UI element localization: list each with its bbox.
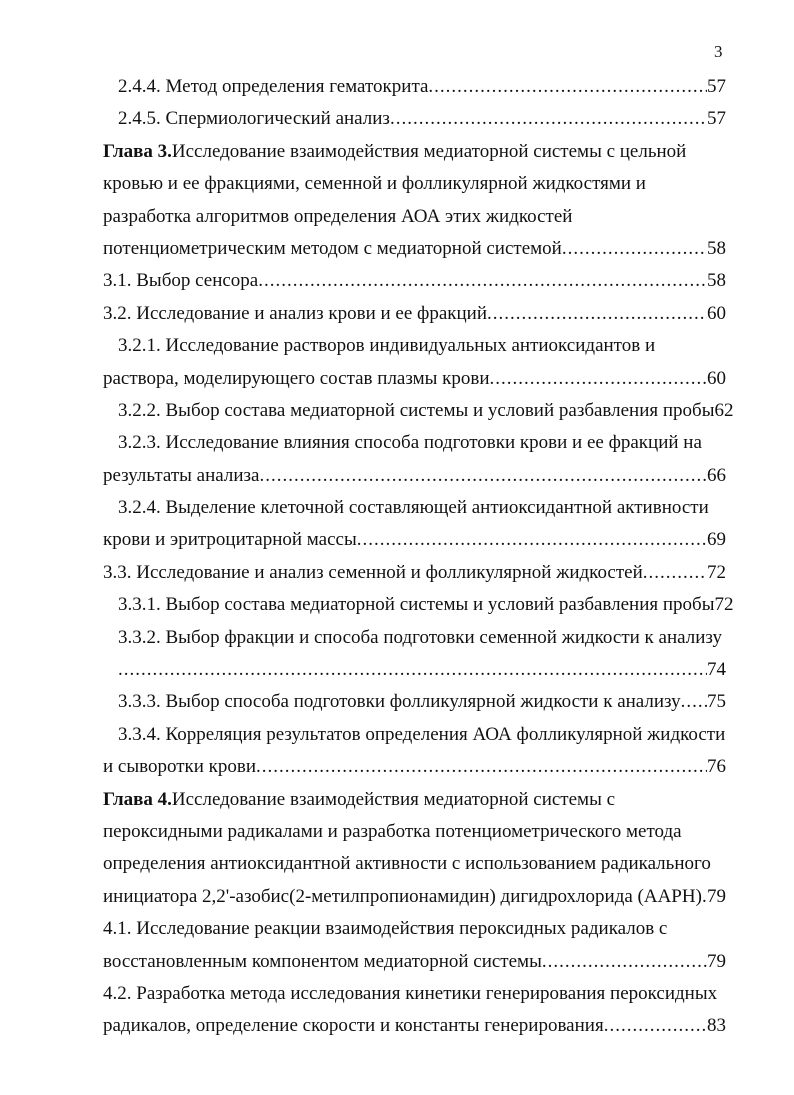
toc-entry-line[interactable]: [0, 395, 734, 427]
toc-entry-line[interactable]: [0, 719, 726, 751]
toc-page-number: 72: [707, 561, 726, 583]
toc-page-number: 83: [707, 1015, 726, 1037]
leader-dots: [390, 103, 707, 135]
toc-entry-title: радикалов, определение скорости и константы генерирования: [103, 1015, 604, 1037]
leader-dots: [681, 686, 707, 718]
toc-entry-line[interactable]: [0, 1010, 726, 1042]
toc-entry-line[interactable]: [0, 201, 726, 233]
toc-entry-title: определения антиоксидантной активности с использованием радикального: [103, 853, 711, 875]
toc-page-number: 58: [707, 237, 726, 259]
toc-entry-title: 4.1. Исследование реакции взаимодействия пероксидных радикалов с: [103, 918, 668, 940]
toc-entry-line[interactable]: [0, 168, 726, 200]
table-of-contents: [0, 71, 794, 1043]
leader-dots: [258, 265, 707, 297]
toc-page-number: 69: [707, 529, 726, 551]
leader-dots: [357, 524, 707, 556]
toc-entry-line[interactable]: [0, 524, 726, 556]
toc-page-number: 60: [707, 367, 726, 389]
toc-entry-line[interactable]: [0, 136, 726, 168]
toc-entry-line[interactable]: [0, 71, 726, 103]
toc-entry-line[interactable]: [0, 265, 726, 297]
toc-entry-line[interactable]: [0, 816, 726, 848]
toc-entry-title: 3.2. Исследование и анализ крови и ее фракций: [103, 302, 487, 324]
toc-entry-line[interactable]: [0, 233, 726, 265]
toc-entry-line[interactable]: [0, 654, 726, 686]
toc-page-number: 58: [707, 270, 726, 292]
toc-entry-line[interactable]: [0, 363, 726, 395]
page-number: 3: [714, 42, 723, 61]
toc-page-number: 72: [714, 594, 734, 616]
toc-entry-title: раствора, моделирующего состав плазмы крови: [103, 367, 490, 389]
toc-entry-line[interactable]: [0, 103, 726, 135]
toc-entry-line[interactable]: [0, 492, 726, 524]
toc-page-number: 76: [707, 756, 726, 778]
toc-entry-line[interactable]: [0, 298, 726, 330]
chapter-label: Глава 3.: [103, 140, 172, 162]
toc-page-number: 75: [707, 691, 726, 713]
toc-entry-line[interactable]: [0, 589, 734, 621]
toc-entry-title: разработка алгоритмов определения АОА этих жидкостей: [103, 205, 573, 227]
toc-entry-title: 3.3.1. Выбор состава медиаторной системы и условий разбавления пробы: [118, 594, 715, 616]
toc-entry-title: крови и эритроцитарной массы: [103, 529, 357, 551]
leader-dots: [643, 557, 707, 589]
toc-entry-line[interactable]: [0, 978, 726, 1010]
toc-entry-title: 3.3.4. Корреляция результатов определения АОА фолликулярной жидкости: [118, 723, 726, 745]
toc-entry-title: 4.2. Разработка метода исследования кинетики генерирования пероксидных: [103, 982, 718, 1004]
toc-entry-title: и сыворотки крови: [103, 756, 257, 778]
toc-entry-title: 3.2.1. Исследование растворов индивидуальных антиоксидантов и: [118, 335, 656, 357]
toc-page-number: 66: [707, 464, 726, 486]
leader-dots: [118, 654, 707, 686]
toc-page-number: 79: [707, 885, 726, 907]
toc-entry-title: 3.1. Выбор сенсора: [103, 270, 259, 292]
toc-entry-title: 2.4.5. Спермиологический анализ: [118, 108, 390, 130]
toc-page-number: 57: [707, 108, 726, 130]
toc-entry-title: 3.3.2. Выбор фракции и способа подготовки семенной жидкости к анализу: [118, 626, 722, 648]
leader-dots: [259, 460, 707, 492]
toc-page-number: 74: [707, 659, 726, 681]
toc-entry-line[interactable]: [0, 622, 726, 654]
leader-dots: [428, 71, 707, 103]
toc-entry-title: 3.2.2. Выбор состава медиаторной системы и условий разбавления пробы: [118, 399, 715, 421]
toc-page-number: 60: [707, 302, 726, 324]
toc-entry-title: потенциометрическим методом с медиаторной системой: [103, 237, 562, 259]
toc-entry-title: 3.3. Исследование и анализ семенной и фолликулярной жидкостей: [103, 561, 643, 583]
toc-entry-line[interactable]: [0, 427, 726, 459]
toc-entry-title: Исследование взаимодействия медиаторной системы с цельной: [171, 140, 687, 162]
leader-dots: [487, 298, 707, 330]
toc-entry-line[interactable]: [0, 784, 726, 816]
leader-dots: [542, 946, 707, 978]
toc-entry-title: 2.4.4. Метод определения гематокрита: [118, 76, 429, 97]
toc-entry-line[interactable]: [0, 848, 726, 880]
toc-entry-line[interactable]: [0, 686, 726, 718]
leader-dots: [490, 363, 707, 395]
leader-dots: [562, 233, 707, 265]
toc-page-number: 79: [707, 950, 726, 972]
toc-entry-title: инициатора 2,2'-азобис(2-метилпропионамидин) дигидрохлорида (AAPH): [103, 885, 702, 907]
leader-dots: [256, 751, 707, 783]
toc-entry-title: восстановленным компонентом медиаторной системы: [103, 950, 542, 972]
chapter-label: Глава 4.: [103, 788, 172, 810]
toc-entry-title: Исследование взаимодействия медиаторной системы с: [171, 788, 616, 810]
toc-entry-title: пероксидными радикалами и разработка потенциометрического метода: [103, 820, 682, 842]
leader-dots: [604, 1010, 707, 1042]
toc-page-number: 62: [714, 399, 734, 421]
toc-entry-line[interactable]: [0, 751, 726, 783]
toc-entry-line[interactable]: [0, 946, 726, 978]
toc-entry-line[interactable]: [0, 881, 726, 913]
toc-entry-title: результаты анализа: [103, 464, 260, 486]
toc-entry-line[interactable]: [0, 557, 726, 589]
toc-entry-line[interactable]: [0, 460, 726, 492]
toc-entry-title: 3.3.3. Выбор способа подготовки фолликулярной жидкости к анализу: [118, 691, 681, 713]
toc-entry-title: кровью и ее фракциями, семенной и фолликулярной жидкостями и: [103, 173, 646, 195]
toc-entry-title: 3.2.3. Исследование влияния способа подготовки крови и ее фракций на: [118, 432, 702, 454]
toc-entry-line[interactable]: [0, 913, 726, 945]
toc-page-number: 57: [707, 76, 726, 97]
toc-entry-line[interactable]: [0, 330, 726, 362]
toc-entry-title: 3.2.4. Выделение клеточной составляющей антиоксидантной активности: [118, 497, 709, 519]
